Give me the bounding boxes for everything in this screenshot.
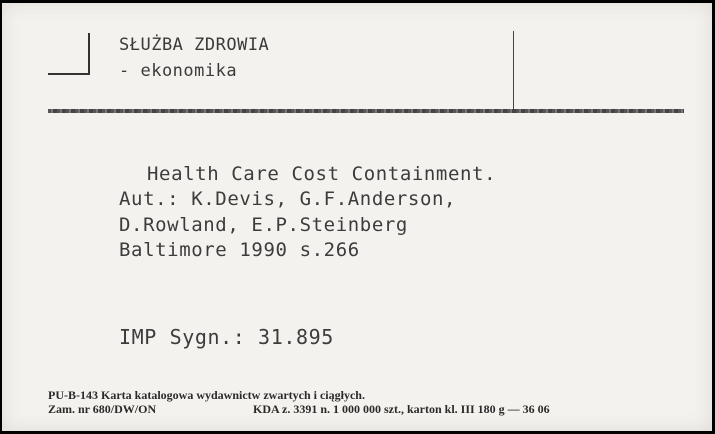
header-horizontal-rule bbox=[48, 109, 684, 113]
subject-heading: SŁUŻBA ZDROWIA bbox=[119, 35, 270, 55]
imprint: Baltimore 1990 s.266 bbox=[119, 239, 360, 261]
authors-line-1: Aut.: K.Devis, G.F.Anderson, bbox=[119, 188, 457, 210]
form-description: PU-B-143 Karta katalogowa wydawnictw zwartych i ciągłych. bbox=[48, 388, 365, 402]
order-number: Zam. nr 680/DW/ON bbox=[48, 402, 157, 416]
subject-subheading: - ekonomika bbox=[119, 61, 238, 81]
header-vertical-rule bbox=[513, 31, 514, 109]
print-run-info: KDA z. 3391 n. 1 000 000 szt., karton kl. III 180 g — 36 06 bbox=[253, 402, 550, 416]
authors-line-2: D.Rowland, E.P.Steinberg bbox=[119, 214, 408, 236]
corner-bracket-vertical bbox=[88, 33, 90, 75]
book-title: Health Care Cost Containment. bbox=[147, 163, 497, 185]
corner-bracket-horizontal bbox=[48, 73, 90, 75]
catalog-card bbox=[2, 3, 712, 431]
call-number: IMP Sygn.: 31.895 bbox=[119, 325, 334, 349]
